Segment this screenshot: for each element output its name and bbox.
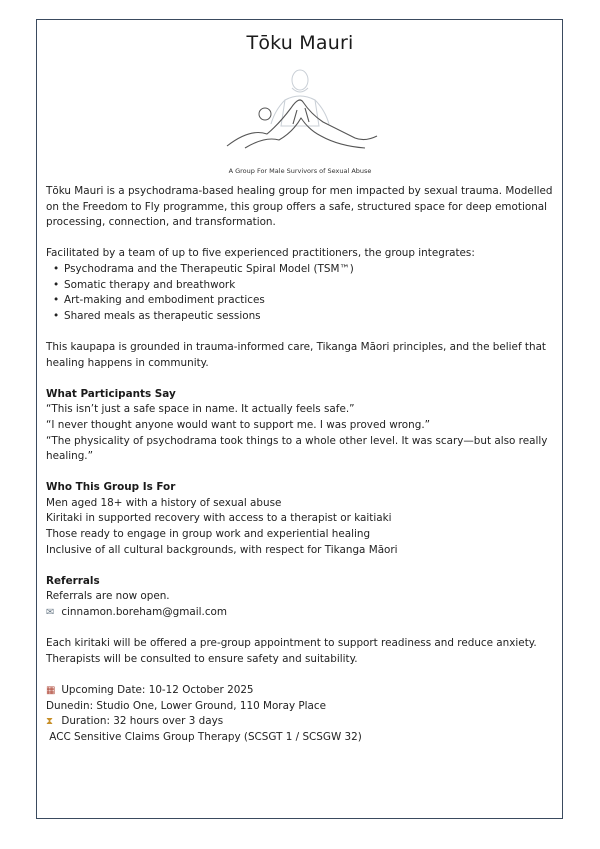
event-date-row	[46, 683, 556, 699]
practices-list	[46, 262, 556, 324]
testimonial-line: “I never thought anyone would want to support me. I was proved wrong.”	[46, 418, 431, 431]
logo-caption: A Group For Male Survivors of Sexual Abuse	[228, 167, 372, 175]
list-item: • Art-making and embodiment practices	[64, 293, 556, 309]
testimonial-line: healing.”	[46, 450, 93, 463]
appointment-line: Each kiritaki will be offered a pre-group appointment to support readiness and reduce anxiety.	[46, 637, 537, 650]
list-item: • Psychodrama and the Therapeutic Spiral Model (TSM™)	[64, 262, 556, 278]
intro-line: Tōku Mauri is a psychodrama-based healing group for men impacted by sexual trauma. Modelled	[46, 185, 553, 197]
mountain-figure-logo	[205, 66, 395, 156]
list-item: • Shared meals as therapeutic sessions	[64, 309, 556, 325]
testimonial-line: “The physicality of psychodrama took things to a whole other level. It was scary—but also really	[46, 434, 548, 447]
sun-icon	[259, 108, 271, 120]
testimonials-heading: What Participants Say	[46, 387, 176, 400]
practitioners-lead: Facilitated by a team of up to five experienced practitioners, the group integrates:	[46, 247, 475, 260]
who-line: Those ready to engage in group work and experiential healing	[46, 528, 371, 541]
event-date: Upcoming Date: 10-12 October 2025	[61, 684, 254, 696]
who-line: Inclusive of all cultural backgrounds, with respect for Tikanga Māori	[46, 543, 398, 556]
mountains-icon	[227, 100, 377, 148]
envelope-icon: ✉	[46, 607, 55, 619]
hourglass-icon: ⧗	[46, 716, 54, 728]
list-item: • Somatic therapy and breathwork	[64, 278, 556, 294]
event-duration: Duration: 32 hours over 3 days	[61, 715, 224, 728]
kaupapa-line: This kaupapa is grounded in trauma-informed care, Tikanga Māori principles, and the belief that	[46, 340, 547, 353]
page-title: Tōku Mauri	[246, 32, 354, 54]
who-line: Kiritaki in supported recovery with access to a therapist or kaitiaki	[46, 512, 392, 525]
who-line: Men aged 18+ with a history of sexual abuse	[46, 496, 282, 509]
who-heading: Who This Group Is For	[46, 481, 176, 494]
event-acc: ACC Sensitive Claims Group Therapy (SCSGT 1 / SCSGW 32)	[46, 730, 362, 743]
intro-line: on the Freedom to Fly programme, this group offers a safe, structured space for deep emotional	[46, 200, 548, 213]
intro-line: processing, connection, and transformation.	[46, 216, 276, 229]
referrals-heading: Referrals	[46, 574, 100, 587]
testimonial-line: “This isn’t just a safe space in name. It actually feels safe.”	[46, 403, 355, 416]
event-duration-row	[46, 714, 556, 730]
event-venue: Dunedin: Studio One, Lower Ground, 110 Moray Place	[46, 699, 327, 712]
kaupapa-line: healing happens in community.	[46, 356, 209, 369]
document-body	[46, 184, 556, 745]
calendar-icon: ▦	[46, 685, 56, 696]
referral-email-link[interactable]: cinnamon.boreham@gmail.com	[61, 606, 228, 619]
referrals-status: Referrals are now open.	[46, 590, 170, 603]
figure-silhouette-icon	[271, 70, 329, 126]
appointment-line: Therapists will be consulted to ensure safety and suitability.	[46, 652, 358, 665]
referral-email-row	[46, 605, 556, 621]
